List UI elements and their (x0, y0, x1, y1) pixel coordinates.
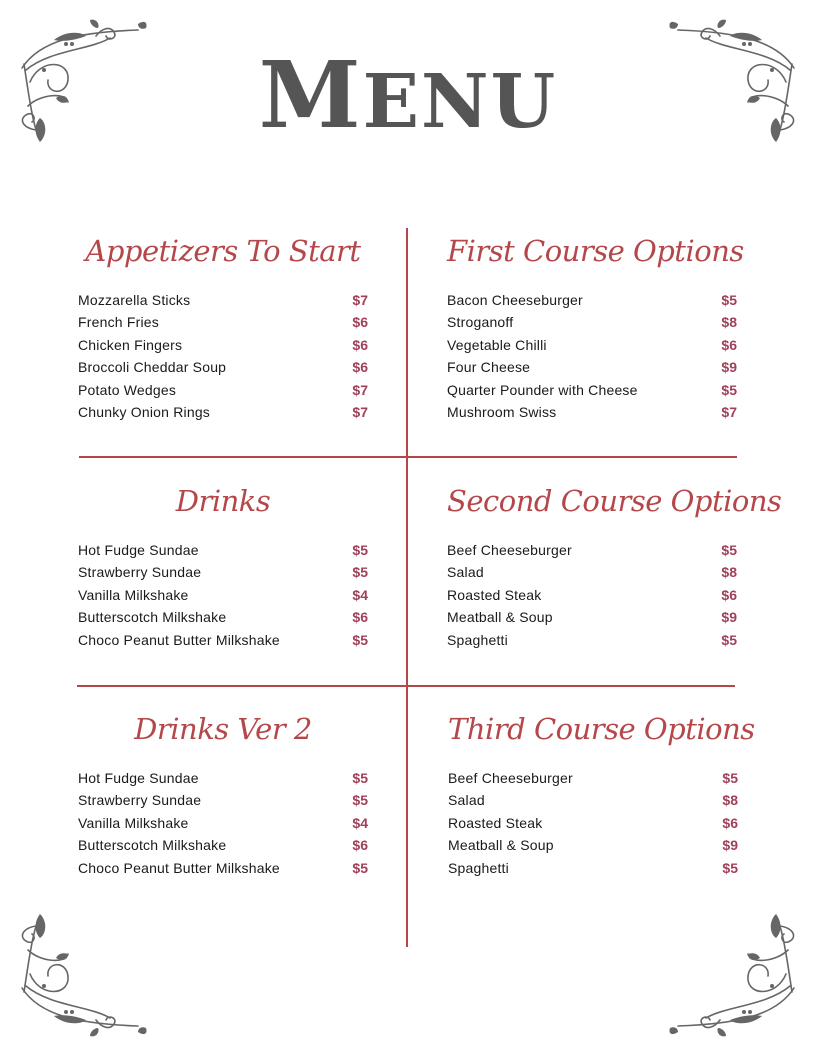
item-list (448, 767, 738, 879)
menu-item (448, 767, 738, 789)
menu-item (78, 289, 368, 311)
section-first-course (447, 228, 744, 423)
item-name: Roasted Steak (448, 814, 543, 831)
item-price: $9 (721, 609, 737, 626)
item-price: $5 (352, 859, 368, 876)
menu-item (78, 401, 368, 423)
menu-item (447, 289, 737, 311)
item-price: $7 (721, 403, 737, 420)
item-list (447, 539, 737, 651)
section-third-course (448, 706, 755, 879)
section-drinks-ver-2 (78, 706, 368, 879)
menu-item (78, 606, 368, 628)
item-name: Spaghetti (448, 859, 509, 876)
item-name: Strawberry Sundae (78, 792, 202, 809)
item-price: $7 (352, 292, 368, 308)
section-heading: Drinks (175, 484, 271, 518)
item-list (78, 289, 368, 423)
item-name: Broccoli Cheddar Soup (78, 359, 227, 376)
menu-item (78, 629, 368, 651)
menu-item (78, 334, 368, 356)
flourish-bottom-left-icon (10, 906, 150, 1046)
menu-item (447, 561, 737, 583)
item-list (447, 289, 737, 423)
section-heading: Second Course Options (447, 484, 782, 518)
item-price: $6 (352, 359, 368, 376)
horizontal-divider-2 (77, 685, 735, 687)
item-price: $5 (721, 381, 737, 398)
item-price: $6 (721, 586, 737, 603)
item-name: Butterscotch Milkshake (78, 609, 227, 626)
item-name: Chicken Fingers (78, 336, 183, 353)
item-price: $5 (722, 859, 738, 876)
menu-item (78, 584, 368, 606)
section-appetizers (78, 228, 368, 423)
item-name: Mozzarella Sticks (78, 292, 191, 308)
vertical-divider (406, 228, 408, 947)
item-name: Butterscotch Milkshake (78, 837, 227, 854)
menu-item (78, 767, 368, 789)
item-name: Potato Wedges (78, 381, 177, 398)
section-heading: Appetizers To Start (85, 234, 361, 268)
menu-title (0, 40, 816, 157)
item-name: Strawberry Sundae (78, 564, 202, 581)
menu-item (447, 539, 737, 561)
item-price: $8 (721, 564, 737, 581)
item-list (78, 767, 368, 879)
item-price: $8 (722, 792, 738, 809)
menu-item (78, 356, 368, 378)
item-name: Vanilla Milkshake (78, 814, 189, 831)
item-name: Hot Fudge Sundae (78, 770, 199, 786)
item-price: $7 (352, 381, 368, 398)
item-price: $5 (721, 542, 737, 558)
section-heading: Third Course Options (448, 712, 755, 746)
menu-item (448, 857, 738, 879)
item-name: Vanilla Milkshake (78, 586, 189, 603)
menu-item (78, 789, 368, 811)
item-price: $5 (352, 792, 368, 809)
item-price: $5 (352, 631, 368, 648)
menu-item (447, 311, 737, 333)
section-drinks (78, 478, 368, 651)
item-price: $6 (722, 814, 738, 831)
menu-item (78, 834, 368, 856)
menu-item (447, 606, 737, 628)
item-name: Stroganoff (447, 314, 514, 331)
item-price: $6 (352, 336, 368, 353)
item-name: Vegetable Chilli (447, 336, 547, 353)
item-price: $6 (721, 336, 737, 353)
menu-title-initial: M (258, 41, 363, 149)
item-price: $6 (352, 837, 368, 854)
item-price: $5 (352, 564, 368, 581)
item-name: Choco Peanut Butter Milkshake (78, 631, 280, 648)
menu-item (447, 379, 737, 401)
item-name: Meatball & Soup (447, 609, 553, 626)
menu-item (447, 356, 737, 378)
menu-item (78, 561, 368, 583)
item-price: $9 (721, 359, 737, 376)
item-name: Salad (447, 564, 484, 581)
menu-item (447, 584, 737, 606)
item-name: Spaghetti (447, 631, 508, 648)
item-name: Chunky Onion Rings (78, 403, 210, 420)
item-name: Roasted Steak (447, 586, 542, 603)
item-name: Choco Peanut Butter Milkshake (78, 859, 280, 876)
section-second-course (447, 478, 782, 651)
item-price: $6 (352, 609, 368, 626)
item-name: Quarter Pounder with Cheese (447, 381, 638, 398)
menu-item (78, 311, 368, 333)
item-price: $9 (722, 837, 738, 854)
item-price: $5 (721, 292, 737, 308)
horizontal-divider-1 (79, 456, 737, 458)
menu-item (448, 789, 738, 811)
menu-item (78, 539, 368, 561)
item-name: Bacon Cheeseburger (447, 292, 583, 308)
item-name: French Fries (78, 314, 159, 331)
menu-item (78, 857, 368, 879)
item-price: $8 (721, 314, 737, 331)
menu-item (448, 834, 738, 856)
item-name: Beef Cheeseburger (448, 770, 573, 786)
item-name: Salad (448, 792, 485, 809)
item-price: $7 (352, 403, 368, 420)
item-price: $4 (352, 814, 368, 831)
menu-item (447, 629, 737, 651)
menu-title-rest: ENU (362, 59, 558, 145)
item-price: $5 (352, 770, 368, 786)
item-price: $5 (721, 631, 737, 648)
section-heading: First Course Options (447, 234, 744, 268)
item-name: Mushroom Swiss (447, 403, 557, 420)
item-name: Four Cheese (447, 359, 531, 376)
menu-item (447, 334, 737, 356)
flourish-bottom-right-icon (666, 906, 806, 1046)
section-heading: Drinks Ver 2 (134, 712, 312, 746)
item-name: Meatball & Soup (448, 837, 554, 854)
menu-item (78, 812, 368, 834)
item-price: $4 (352, 586, 368, 603)
item-price: $5 (352, 542, 368, 558)
item-name: Beef Cheeseburger (447, 542, 572, 558)
menu-item (448, 812, 738, 834)
menu-item (78, 379, 368, 401)
item-price: $5 (722, 770, 738, 786)
menu-item (447, 401, 737, 423)
item-price: $6 (352, 314, 368, 331)
item-name: Hot Fudge Sundae (78, 542, 199, 558)
item-list (78, 539, 368, 651)
